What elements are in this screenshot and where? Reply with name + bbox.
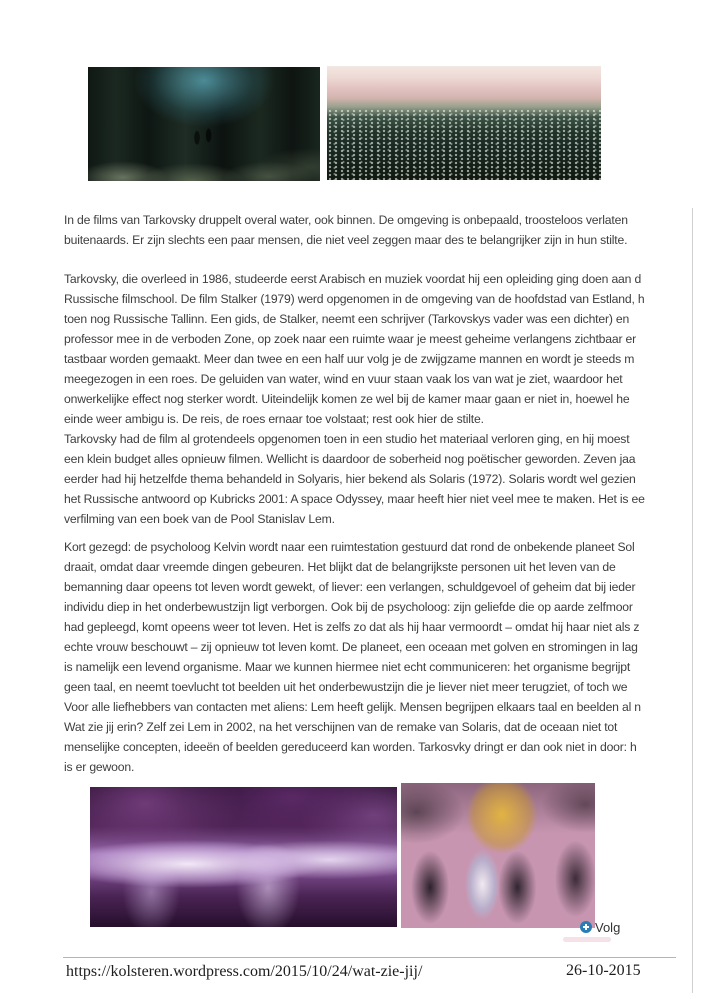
text-line: individu diep in het onderbewustzijn ligt verborgen. Ook bij de psycholoog: zijn geliefde die op aarde zelfmoor — [64, 600, 633, 614]
text-line: Russische filmschool. De film Stalker (1979) werd opgenomen in de omgeving van de hoofdstad van Estland, h — [64, 292, 645, 306]
text-line: buitenaards. Er zijn slechts een paar mensen, die niet veel zeggen maar des te belangrijker zijn in hun stilte. — [64, 233, 628, 247]
paragraph-stalker — [64, 269, 692, 529]
text-line: bemanning daar opeens tot leven wordt gewekt, of liever: een verlangen, schuldgevoel of geheim dat bij ieder — [64, 580, 636, 594]
follow-plus-icon — [580, 921, 592, 933]
text-line: Voor alle liefhebbers van contacten met aliens: Lem heeft gelijk. Mensen begrijpen elkaars taal en beelden al n — [64, 700, 641, 714]
footer-print-date: 26-10-2015 — [566, 962, 641, 979]
follow-label: Volg — [595, 919, 621, 935]
paragraph-intro — [64, 210, 692, 250]
text-line: is er gewoon. — [64, 760, 135, 774]
text-line: verfilming van een boek van de Pool Stanislav Lem. — [64, 512, 335, 526]
text-line: Tarkovsky, die overleed in 1986, studeerde eerst Arabisch en muziek voordat hij een opleiding ging doen aan d — [64, 272, 642, 286]
text-line: einde weer ambigu is. De reis, de roes ernaar toe volstaat; rest ook hier de stilte. — [64, 412, 484, 426]
text-line: Tarkovsky had de film al grotendeels opgenomen toen in een studio het materiaal verloren ging, en hij moest — [64, 432, 630, 446]
solaris-ocean-film-still — [327, 66, 601, 180]
text-line: had gepleegd, komt opeens weer tot leven. Het is zelfs zo dat als hij haar vermoordt – omdat hij haar niet als z — [64, 620, 640, 634]
scan-artifact — [563, 937, 611, 942]
text-line: echte vrouw beschouwt – zij opnieuw tot leven komt. De planeet, een oceaan met golven en stromingen in lag — [64, 640, 638, 654]
text-line: Kort gezegd: de psycholoog Kelvin wordt naar een ruimtestation gestuurd dat rond de onbekende planeet Sol — [64, 540, 635, 554]
text-line: tastbaar worden gemaakt. Meer dan twee en een half uur volg je de zwijgzame mannen en wordt je steeds m — [64, 352, 635, 366]
solaris-characters-film-still — [401, 783, 595, 928]
text-line: draait, omdat daar vreemde dingen gebeuren. Het blijkt dat de belangrijkste personen uit het leven van de — [64, 560, 616, 574]
footer-source-url: https://kolsteren.wordpress.com/2015/10/24/wat-zie-jij/ — [66, 963, 423, 980]
text-line: toen nog Russische Tallinn. Een gids, de Stalker, neemt een schrijver (Tarkovskys vader was een dichter) en — [64, 312, 630, 326]
text-line: menselijke concepten, ideeën of beelden gereduceerd kan worden. Tarkosvky dringt er dan ook niet in door: h — [64, 740, 637, 754]
paragraph-solaris — [64, 537, 692, 777]
scan-edge-line — [692, 208, 693, 993]
stalker-corridor-film-still — [88, 67, 320, 181]
text-line: meegezogen in een roes. De geluiden van water, wind en vuur staan vaak los van wat je ziet, waardoor het — [64, 372, 623, 386]
volg-follow-button[interactable] — [580, 918, 620, 936]
text-line: Wat zie jij erin? Zelf zei Lem in 2002, na het verschijnen van de remake van Solaris, dat de oceaan niet tot — [64, 720, 618, 734]
text-line: onwerkelijke effect nog sterker wordt. Uiteindelijk komen ze wel bij de kamer maar gaan er niet in, hoewel he — [64, 392, 630, 406]
text-line: een klein budget alles opnieuw filmen. Wellicht is daardoor de soberheid nog poëtischer geworden. Zeven jaa — [64, 452, 636, 466]
text-line: In de films van Tarkovsky druppelt overal water, ook binnen. De omgeving is onbepaald, troosteloos verlaten — [64, 213, 628, 227]
text-line: geen taal, en neemt toevlucht tot beelden uit het onderbewustzijn die je liever niet meer terugziet, of toch we — [64, 680, 628, 694]
text-line: het Russische antwoord op Kubricks 2001: A space Odyssey, maar heeft hier niet veel mee te maken. Het is ee — [64, 492, 645, 506]
solaris-purple-ocean-film-still — [90, 787, 397, 927]
text-line: eerder had hij hetzelfde thema behandeld in Solyaris, hier bekend als Solaris (1972). Solaris wordt wel gezien — [64, 472, 636, 486]
text-line: is namelijk een levend organisme. Maar we kunnen hiermee niet echt communiceren: het organisme begrijpt — [64, 660, 631, 674]
text-line: professor mee in de verboden Zone, op zoek naar een ruimte waar je meest geheime verlangens zichtbaar er — [64, 332, 637, 346]
footer-divider — [63, 957, 676, 958]
